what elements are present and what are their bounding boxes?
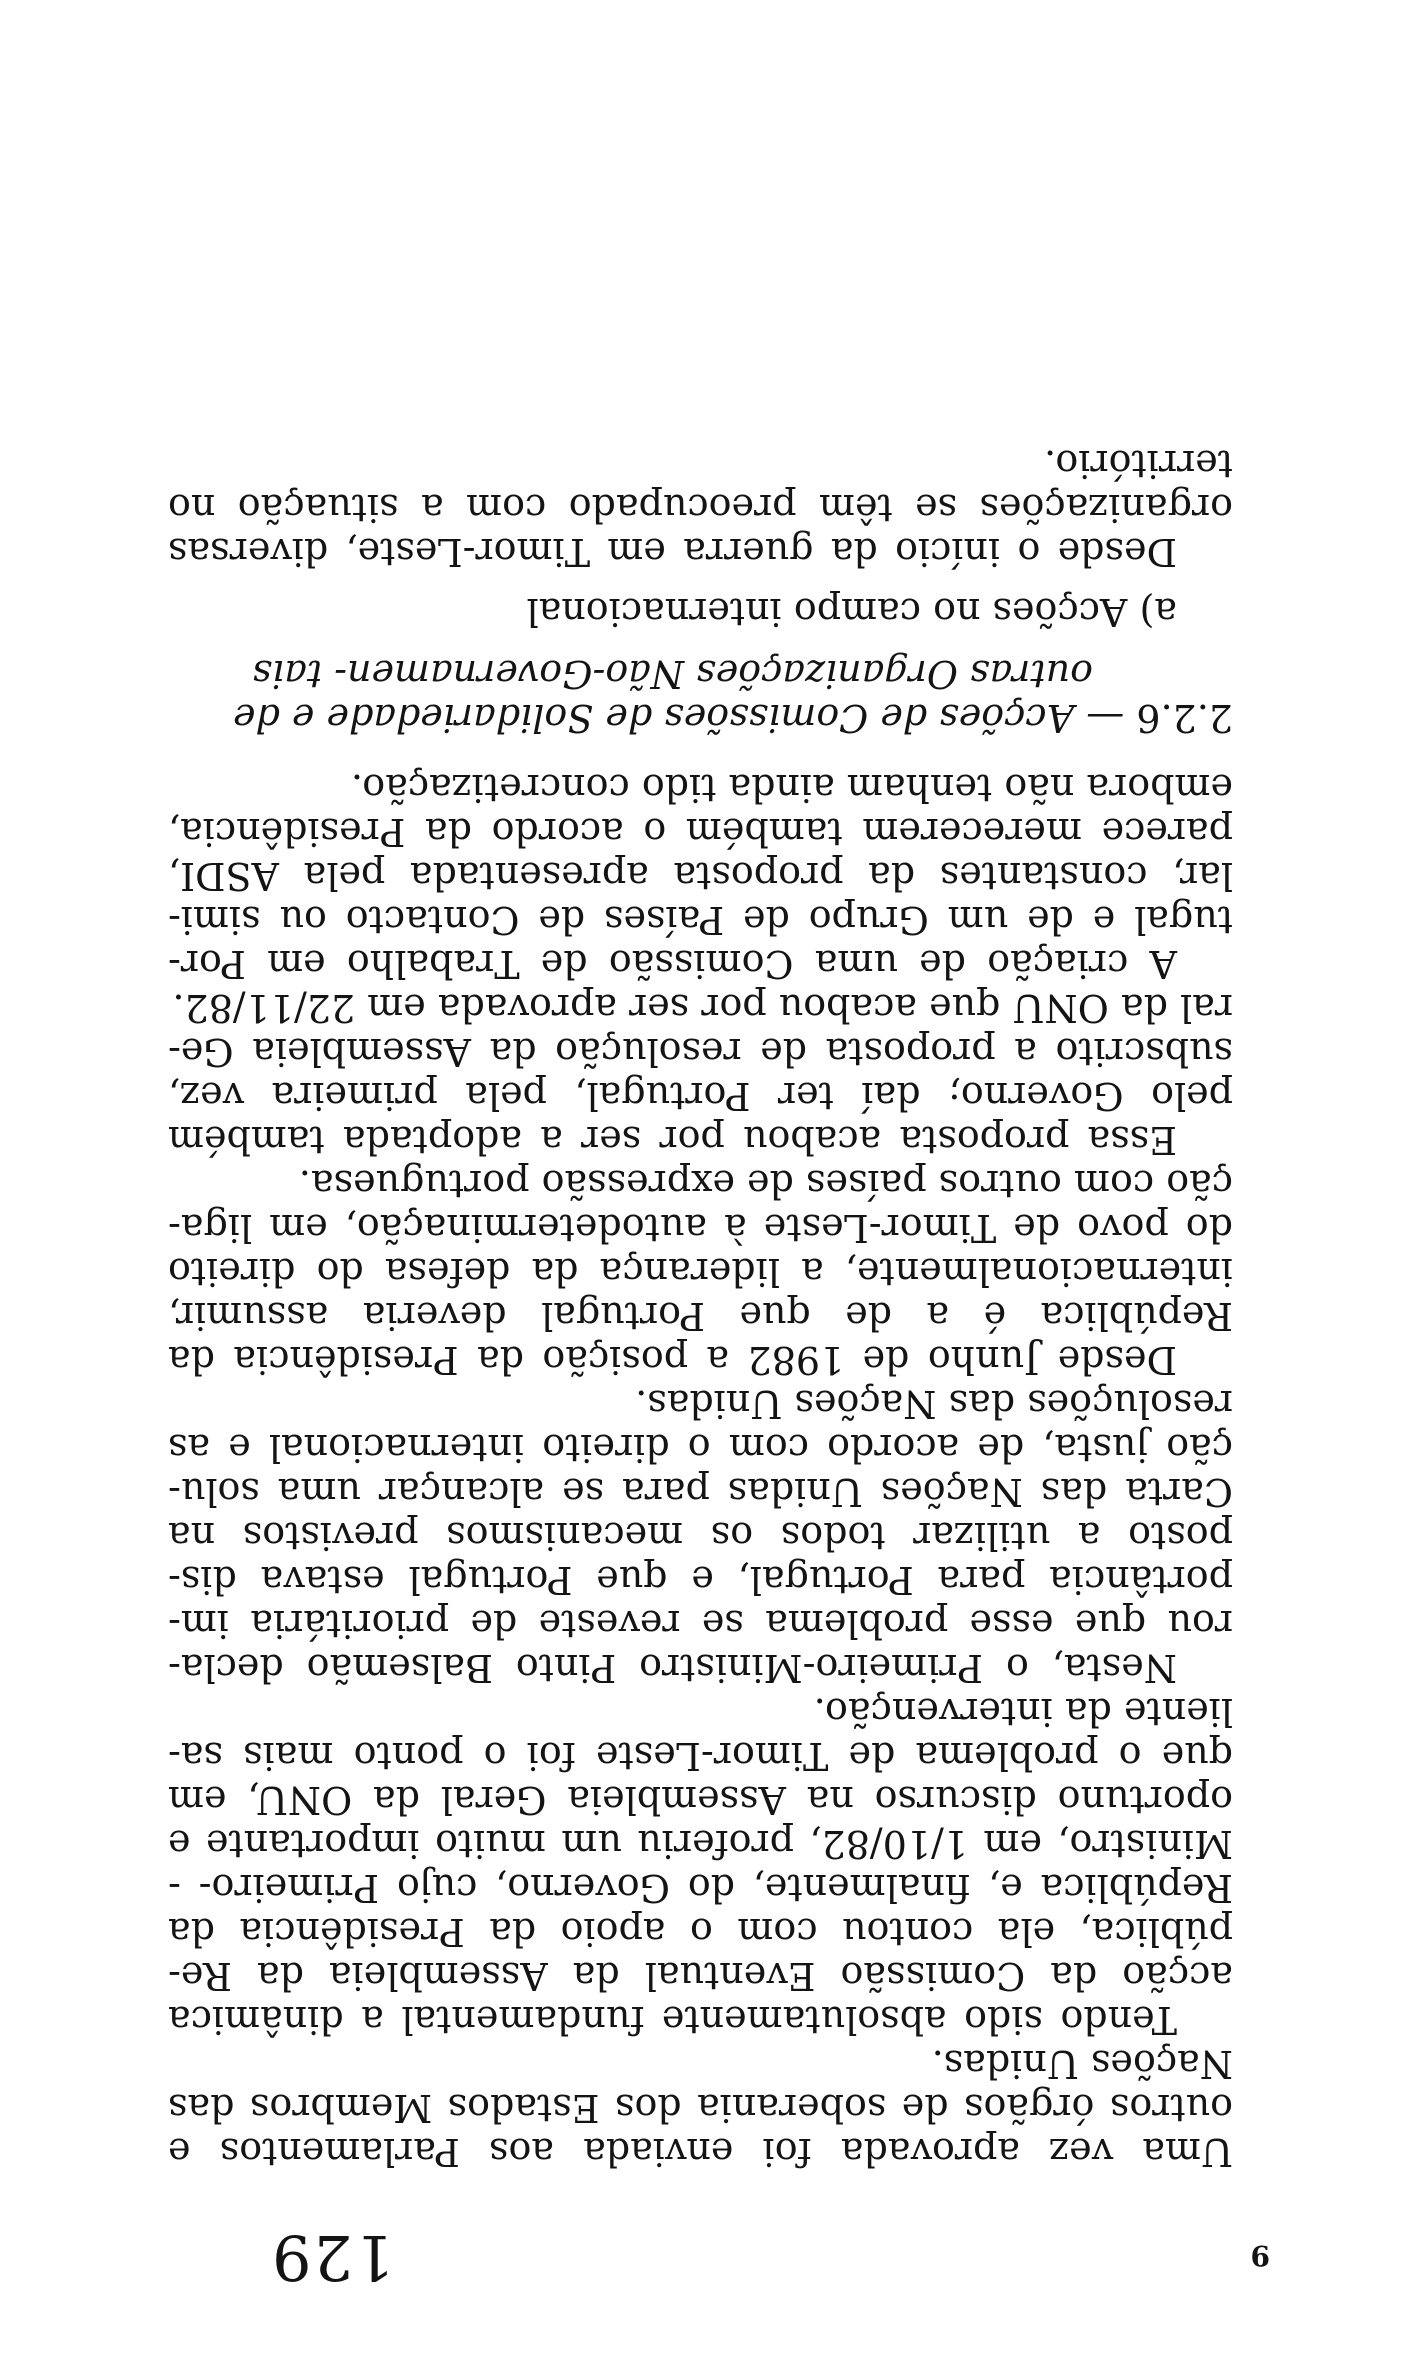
section-title-line: tais <box>252 652 323 696</box>
section-title-line: de outras Organizações Não-Governamen- <box>233 652 1093 740</box>
text-line: lar, constantes da proposta apresentada pela ASDI, <box>168 854 1233 898</box>
text-line: território. <box>1044 442 1233 486</box>
paragraph <box>168 2042 1233 2174</box>
text-line: Nesta, o Primeiro-Ministro Pinto Balsemão decla- <box>168 1646 1177 1690</box>
text-line: e oportuno discurso na Assembleia Geral da ONU, em <box>168 1778 1233 1866</box>
text-line: República e, finalmente, do Governo, cujo Primeiro- <box>198 1866 1233 1910</box>
subsection-title: Acções no campo internacional <box>526 590 1128 634</box>
text-line: liente da intervenção. <box>813 1690 1233 1734</box>
text-line: resoluções das Nações Unidas. <box>635 1382 1233 1426</box>
text-line: do povo de Timor-Leste à autodeterminação, em liga- <box>168 1206 1233 1250</box>
page-footer <box>270 2214 1270 2294</box>
paragraph <box>168 1162 1233 1382</box>
text-line: A criação de uma Comissão de Trabalho em Por- <box>168 942 1177 986</box>
text-line: rou que esse problema se reveste de prioritária im- <box>168 1602 1233 1646</box>
section-title-line: — Acções de Comissões de Solidariedade e <box>291 696 1125 740</box>
paragraph <box>168 1690 1233 2042</box>
subsection-heading <box>168 590 1177 634</box>
text-line: da República é a de que Portugal deveria assumir, <box>168 1294 1233 1382</box>
signature-mark: 9 <box>1250 2239 1270 2272</box>
body-text <box>168 442 1233 2174</box>
text-line: acção da Comissão Eventual da Assembleia da Re- <box>168 1954 1233 1998</box>
section-number: 2.2.6 <box>1136 696 1233 740</box>
text-line: ral da ONU que acabou por ser aprovada em 22/11/82. <box>172 986 1233 1030</box>
text-line: Uma vez aprovada foi enviada aos Parlamentos <box>219 2130 1233 2174</box>
paragraph <box>168 766 1233 986</box>
text-line: Desde o início da guerra em Timor-Leste, diversas <box>168 530 1177 574</box>
text-line: internacionalmente, a liderança da defesa do direito <box>168 1250 1233 1294</box>
text-line: e outros órgãos de soberania dos Estados Membros <box>168 2086 1233 2174</box>
text-line: -Ministro, em 1/10/82, proferiu um muito importante <box>168 1822 1233 1910</box>
text-line: embora não tenham ainda tido concretização. <box>350 766 1233 810</box>
text-line: que o problema de Timor-Leste foi o ponto mais sa- <box>168 1734 1233 1778</box>
text-line: ção com outros países de expressão portuguesa. <box>298 1162 1233 1206</box>
text-line: subscrito a proposta de resolução da Assembleia Ge- <box>168 1030 1233 1074</box>
text-line: pública, ela contou com o apoio da Presidência da <box>168 1910 1233 1954</box>
text-line: Desde Junho de 1982 a posição da Presidência <box>233 1338 1177 1382</box>
page-number: 129 <box>270 2221 395 2294</box>
text-line: tugal e de um Grupo de Países de Contacto ou simi- <box>168 898 1233 942</box>
text-line: portância para Portugal, e que Portugal estava dis- <box>168 1558 1233 1602</box>
text-line: Carta das Nações Unidas para se alcançar uma solu- <box>168 1470 1233 1514</box>
text-line: das Nações Unidas. <box>168 2042 1233 2130</box>
text-line: organizações se têm preocupado com a situação no <box>168 486 1233 530</box>
section-heading <box>168 652 1233 740</box>
text-line: Tendo sido absolutamente fundamental a dinâmica <box>168 1998 1177 2042</box>
text-line: parece merecerem também o acordo da Presidência, <box>168 810 1233 854</box>
text-line: posto a utilizar todos os mecanismos previstos na <box>168 1514 1233 1558</box>
text-line: Essa proposta acabou por ser a adoptada também <box>168 1118 1177 1162</box>
text-line: ção justa, de acordo com o direito internacional e as <box>168 1426 1233 1470</box>
paragraph <box>168 986 1233 1162</box>
paragraph <box>168 1382 1233 1690</box>
subsection-label: a) <box>1139 590 1177 634</box>
paragraph <box>168 442 1233 574</box>
text-line: pelo Governo; daí ter Portugal, pela primeira vez, <box>168 1074 1233 1118</box>
